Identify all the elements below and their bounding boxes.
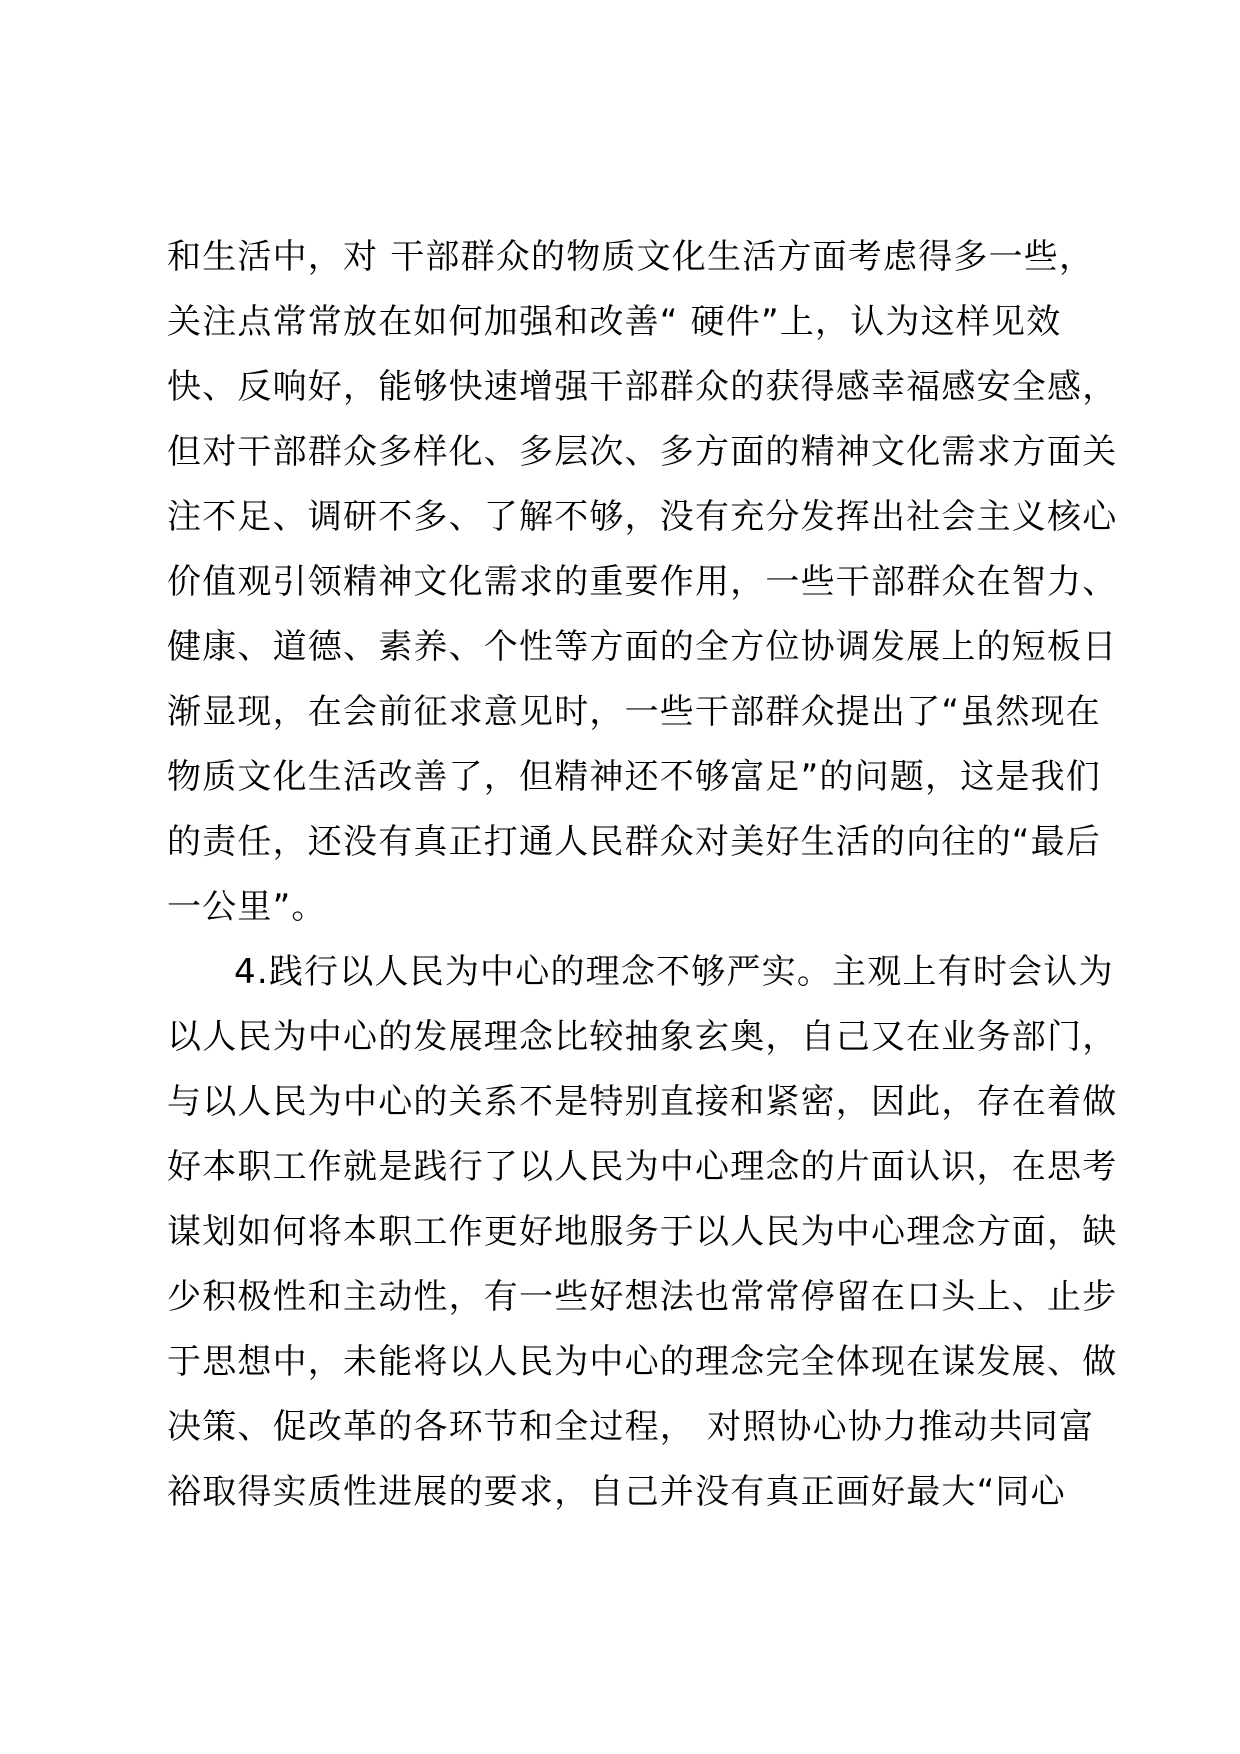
text-line: 的责任，还没有真正打通人民群众对美好生活的向往的“最后	[167, 822, 1102, 862]
text-line: 少积极性和主动性，有一些好想法也常常停留在口头上、止步	[167, 1277, 1118, 1317]
text-line: 与以人民为中心的关系不是特别直接和紧密，因此，存在着做	[167, 1082, 1118, 1122]
text-line: 快、反响好，能够快速增强干部群众的获得感幸福感安全感，	[167, 367, 1118, 407]
text-line: 注不足、调研不多、了解不够，没有充分发挥出社会主义核心	[167, 497, 1118, 537]
text-line: 以人民为中心的发展理念比较抽象玄奥，自己又在业务部门，	[167, 1017, 1118, 1057]
text-line: 决策、促改革的各环节和全过程， 对照协心协力推动共同富	[167, 1407, 1095, 1447]
text-line: 裕取得实质性进展的要求，自己并没有真正画好最大“同心	[167, 1472, 1066, 1512]
text-line: 但对干部群众多样化、多层次、多方面的精神文化需求方面关	[167, 432, 1118, 472]
text-line: 谋划如何将本职工作更好地服务于以人民为中心理念方面，缺	[167, 1212, 1118, 1252]
section-heading-line: 4.践行以人民为中心的理念不够严实。主观上有时会认为	[234, 952, 1114, 992]
document-body	[167, 225, 1118, 1525]
text-line: 于思想中，未能将以人民为中心的理念完全体现在谋发展、做	[167, 1342, 1118, 1382]
text-line: 渐显现，在会前征求意见时，一些干部群众提出了“虽然现在	[167, 692, 1102, 732]
text-line: 物质文化生活改善了，但精神还不够富足”的问题，这是我们	[167, 757, 1102, 797]
text-line: 和生活中，对 干部群众的物质文化生活方面考虑得多一些，	[167, 237, 1095, 277]
text-line: 关注点常常放在如何加强和改善“ 硬件”上，认为这样见效	[167, 302, 1062, 342]
text-line: 价值观引领精神文化需求的重要作用，一些干部群众在智力、	[167, 562, 1118, 602]
text-line: 健康、道德、素养、个性等方面的全方位协调发展上的短板日	[167, 627, 1118, 667]
text-line: 一公里”。	[167, 887, 327, 927]
text-line: 好本职工作就是践行了以人民为中心理念的片面认识，在思考	[167, 1147, 1118, 1187]
